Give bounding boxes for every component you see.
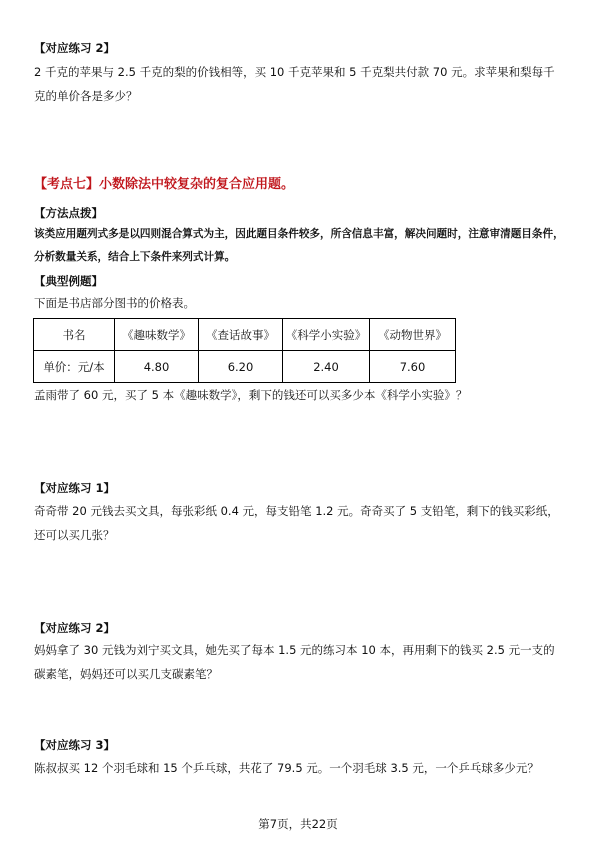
price-cell: 4.80	[115, 351, 199, 383]
method-heading: 【方法点拨】	[34, 206, 103, 220]
exercise-3-problem: 陈叔叔买 12 个羽毛球和 15 个乒乓球，共花了 79.5 元。一个羽毛球 3.5 元，一个乒乓球多少元？	[34, 761, 539, 775]
knowledge-point-title: 【考点七】小数除法中较复杂的复合应用题。	[34, 177, 295, 192]
price-cell: 6.20	[199, 351, 283, 383]
example-intro: 下面是书店部分图书的价格表。	[34, 296, 195, 310]
table-row	[34, 319, 456, 351]
price-cell: 7.60	[370, 351, 456, 383]
book-title-cell: 《动物世界》	[370, 319, 456, 351]
example-question: 孟雨带了 60 元，买了 5 本《趣味数学》，剩下的钱还可以买多少本《科学小实验》？	[34, 388, 468, 402]
table-row	[34, 351, 456, 383]
book-title-cell: 《趣味数学》	[115, 319, 199, 351]
book-title-cell: 《查话故事》	[199, 319, 283, 351]
price-table	[33, 318, 456, 383]
book-title-cell: 《科学小实验》	[283, 319, 370, 351]
table-header-cell: 书名	[34, 319, 115, 351]
exercise-2-problem: 2 千克的苹果与 2.5 千克的梨的价钱相等，买 10 千克苹果和 5 千克梨共付款 70 元。求苹果和梨每千克的单价各是多少？	[34, 65, 555, 103]
example-heading: 【典型例题】	[34, 274, 103, 288]
exercise-2b-heading: 【对应练习 2】	[34, 621, 116, 635]
page-footer: 第7页，共22页	[258, 817, 338, 831]
exercise-3-heading: 【对应练习 3】	[34, 738, 116, 752]
exercise-2-heading: 【对应练习 2】	[34, 41, 116, 55]
table-row-label: 单价：元/本	[34, 351, 115, 383]
method-text: 该类应用题列式多是以四则混合算式为主，因此题目条件较多，所含信息丰富，解决问题时，注意审清题目条件，分析数量关系，结合上下条件来列式计算。	[34, 228, 564, 263]
price-cell: 2.40	[283, 351, 370, 383]
exercise-1-heading: 【对应练习 1】	[34, 481, 116, 495]
exercise-1-problem: 奇奇带 20 元钱去买文具，每张彩纸 0.4 元，每支铅笔 1.2 元。奇奇买了 5 支铅笔，剩下的钱买彩纸，还可以买几张？	[34, 504, 559, 542]
exercise-2b-problem: 妈妈拿了 30 元钱为刘宁买文具，她先买了每本 1.5 元的练习本 10 本，再用剩下的钱买 2.5 元一支的碳素笔，妈妈还可以买几支碳素笔？	[34, 643, 555, 681]
